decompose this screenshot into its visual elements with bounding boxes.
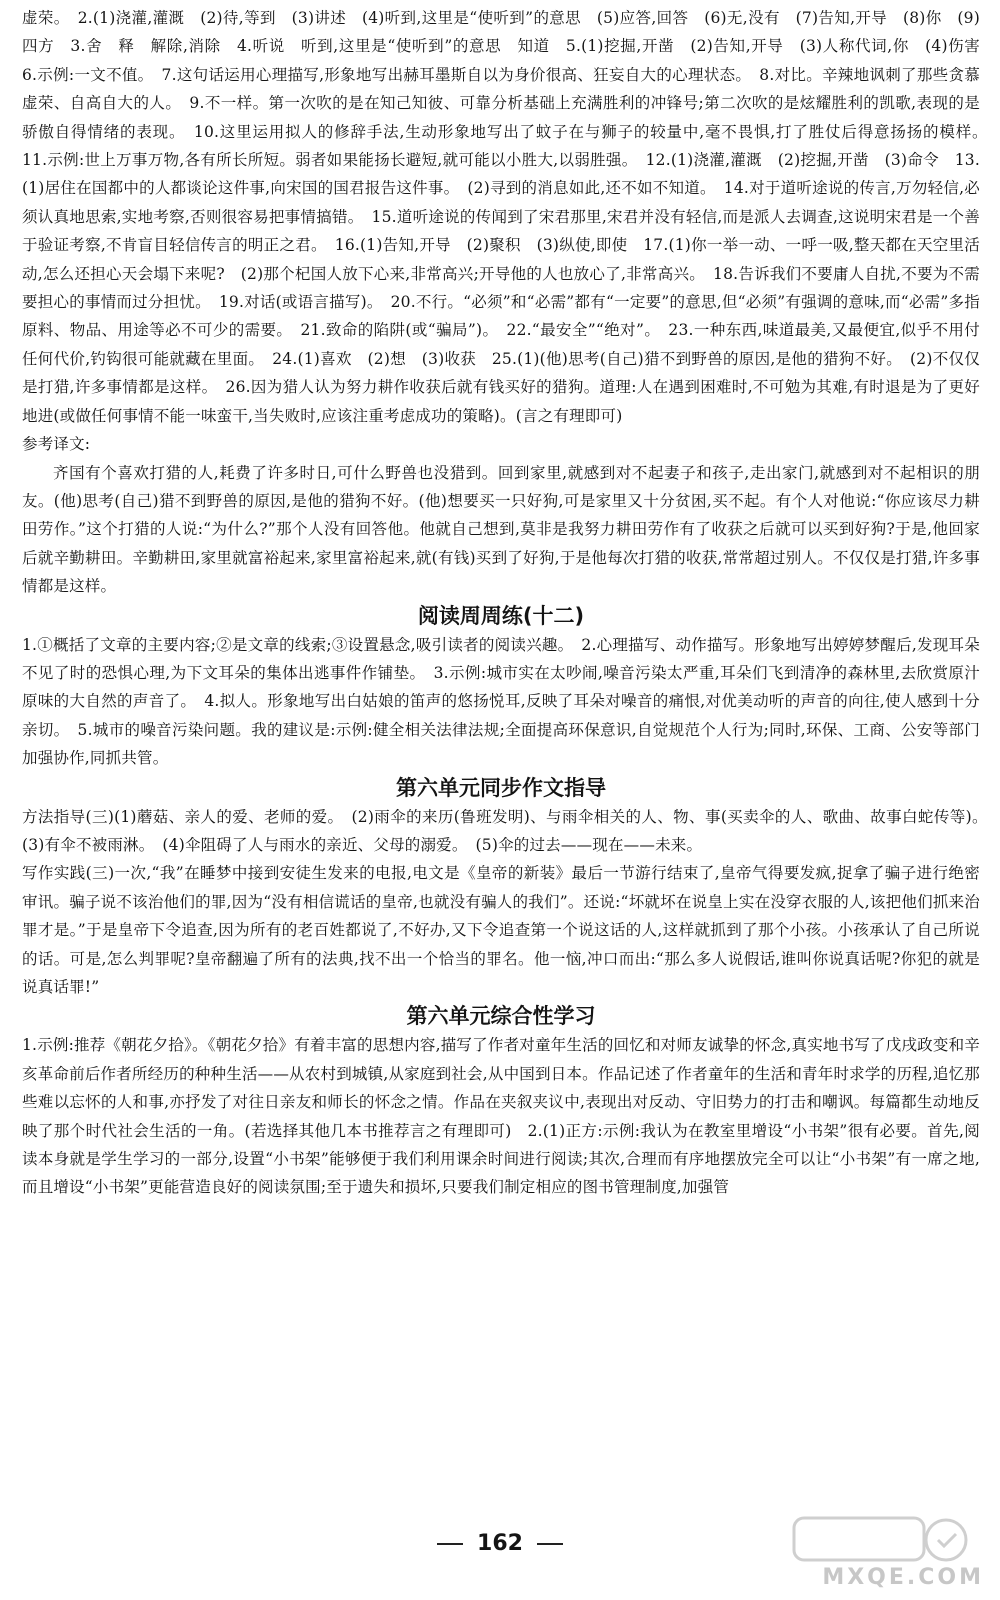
watermark-text: MXQE.COM bbox=[822, 1565, 984, 1590]
comprehensive-study-body: 1.示例:推荐《朝花夕拾》。《朝花夕拾》有着丰富的思想内容,描写了作者对童年生活的回忆和对师友诚挚的怀念,真实地书写了戊戌政变和辛亥革命前后作者所经历的种种生活——从农村到城镇,从家庭到社会,从中国到日本。作品记述了作者童年的生活和青年时求学的历程,追忆那些难以忘怀的人和事,亦抒发了对往日亲友和师长的怀念之情。作品在夹叙夹议中,表现出对反动、守旧势力的打击和嘲讽。每篇都生动地反映了那个时代社会生活的一角。(若选择其他几本书推荐言之有理即可) 2.(1)正方:示例:我认为在教室里增设“小书架”很有必要。首先,阅读本身就是学生学习的一部分,设置“小书架”能够便于我们利用课余时间进行阅读;其次,合理而有序地摆放完全可以让“小书架”有一席之地,而且增设“小书架”更能营造良好的阅读氛围;至于遗失和损坏,只要我们制定相应的图书管理制度,加强管 bbox=[22, 1036, 980, 1197]
page-number-text: 162 bbox=[477, 1531, 523, 1556]
answers-top bbox=[22, 4, 996, 601]
section-title-comprehensive-study: 第六单元综合性学习 bbox=[406, 1004, 596, 1029]
dash-left bbox=[437, 1543, 463, 1545]
reference-translation: 齐国有个喜欢打猎的人,耗费了许多时日,可什么野兽也没猎到。回到家里,就感到对不起妻子和孩子,走出家门,就感到对不起相识的朋友。(他)思考(自己)猎不到野兽的原因,是他的猎狗不好。(他)想要买一只好狗,可是家里又十分贫困,买不起。有个人对他说:“你应该尽力耕田劳作。”这个打猎的人说:“为什么?”那个人没有回答他。他就自己想到,莫非是我努力耕田劳作有了收获之后就可以买到好狗?于是,他回家后就辛勤耕田。辛勤耕田,家里就富裕起来,家里富裕起来,就(有钱)买到了好狗,于是他每次打猎的收获,常常超过别人。不仅仅是打猎,许多事情都是这样。 bbox=[22, 463, 980, 596]
writing-method: 方法指导(三)(1)蘑菇、亲人的爱、老师的爱。 (2)雨伞的来历(鲁班发明)、与雨伞相关的人、物、事(买卖伞的人、歌曲、故事白蛇传等)。 (3)有伞不被雨淋。 (4)伞阻碍了人与雨水的亲近、父母的溺爱。 (5)伞的过去——现在——未来。 bbox=[22, 807, 996, 854]
answer-paragraph: 虚荣。 2.(1)浇灌,灌溉 (2)待,等到 (3)讲述 (4)听到,这里是“使听到”的意思 (5)应答,回答 (6)无,没有 (7)告知,开导 (8)你 (9)四方 3.舍 释 解除,消除 4.听说 听到,这里是“使听到”的意思 知道 5.(1)挖掘,开凿 (2)告知,开导 (3)人称代词,你 (4)伤害 6.示例:一文不值。 7.这句话运用心理描写,形象地写出赫耳墨斯自以为身价很高、狂妄自大的心理状态。 8.对比。辛辣地讽刺了那些贪慕虚荣、自高自大的人。 9.不一样。第一次吹的是在知己知彼、可靠分析基础上充满胜利的冲锋号;第二次吹的是炫耀胜利的凯歌,表现的是骄傲自得情绪的表现。 10.这里运用拟人的修辞手法,生动形象地写出了蚊子在与狮子的较量中,毫不畏惧,打了胜仗后得意扬扬的模样。 11.示例:世上万事万物,各有所长所短。弱者如果能扬长避短,就可能以小胜大,以弱胜强。 12.(1)浇灌,灌溉 (2)挖掘,开凿 (3)命令 13.(1)居住在国都中的人都谈论这件事,向宋国的国君报告这件事。 (2)寻到的消息如此,还不如不知道。 14.对于道听途说的传言,万勿轻信,必须认真地思索,实地考察,否则很容易把事情搞错。 15.道听途说的传闻到了宋君那里,宋君并没有轻信,而是派人去调查,这说明宋君是一个善于验证考察,不肯盲目轻信传言的明正之君。 16.(1)告知,开导 (2)聚积 (3)纵使,即使 17.(1)你一举一动、一呼一吸,整天都在天空里活动,怎么还担心天会塌下来呢? (2)那个杞国人放下心来,非常高兴;开导他的人也放心了,非常高兴。 18.告诉我们不要庸人自扰,不要为不需要担心的事情而过分担忧。 19.对话(或语言描写)。 20.不行。“必须”和“必需”都有“一定要”的意思,但“必须”有强调的意味,而“必需”多指原料、物品、用途等必不可少的需要。 21.致命的陷阱(或“骗局”)。 22.“最安全”“绝对”。 23.一种东西,味道最美,又最便宜,似乎不用付任何代价,钓钩很可能就藏在里面。 24.(1)喜欢 (2)想 (3)收获 25.(1)(他)思考(自己)猎不到野兽的原因,是他的猎狗不好。 (2)不仅仅是打猎,许多事情都是这样。 26.因为猎人认为努力耕作收获后就有钱买好的猎狗。道理:人在遇到困难时,不可勉为其难,有时退是为了更好地进(或做任何事情不能一味蛮干,当失败时,应该注重考虑成功的策略)。(言之有理即可) bbox=[22, 9, 996, 425]
dash-right bbox=[537, 1543, 563, 1545]
watermark-logo bbox=[788, 1514, 988, 1592]
reading-weekly-answers bbox=[22, 631, 980, 773]
comprehensive-study-answers bbox=[22, 1031, 980, 1201]
writing-practice: 写作实践(三)一次,“我”在睡梦中接到安徒生发来的电报,电文是《皇帝的新装》最后一节游行结束了,皇帝气得要发疯,捉拿了骗子进行绝密审讯。骗子说不该治他们的罪,因为“没有相信谎话的皇帝,也就没有骗人的我们”。还说:“坏就坏在说皇上实在没穿衣服的人,该把他们抓来治罪才是。”于是皇帝下令追查,因为所有的老百姓都说了,不好办,又下令追查第一个说这话的人,这样就抓到了那个小孩。小孩承认了自己所说的话。可是,怎么判罪呢?皇帝翻遍了所有的法典,找不出一个恰当的罪名。他一恼,冲口而出:“那么多人说假话,谁叫你说真话呢?你犯的就是说真话罪!” bbox=[22, 864, 980, 996]
reference-label: 参考译文: bbox=[22, 435, 91, 454]
writing-guide-answers bbox=[22, 803, 996, 1002]
section-title-reading-weekly: 阅读周周练(十二) bbox=[417, 603, 585, 628]
section-title-writing-guide: 第六单元同步作文指导 bbox=[396, 775, 606, 800]
reading-weekly-body: 1.①概括了文章的主要内容;②是文章的线索;③设置悬念,吸引读者的阅读兴趣。 2.心理描写、动作描写。形象地写出婷婷梦醒后,发现耳朵不见了时的恐惧心理,为下文耳朵的集体出逃事件作铺垫。 3.示例:城市实在太吵闹,噪音污染太严重,耳朵们飞到清净的森林里,去欣赏原汁原味的大自然的声音了。 4.拟人。形象地写出白姑娘的笛声的悠扬悦耳,反映了耳朵对噪音的痛恨,对优美动听的声音的向往,使人感到十分亲切。 5.城市的噪音污染问题。我的建议是:示例:健全相关法律法规;全面提高环保意识,自觉规范个人行为;同时,环保、工商、公安等部门加强协作,同抓共管。 bbox=[22, 635, 980, 768]
